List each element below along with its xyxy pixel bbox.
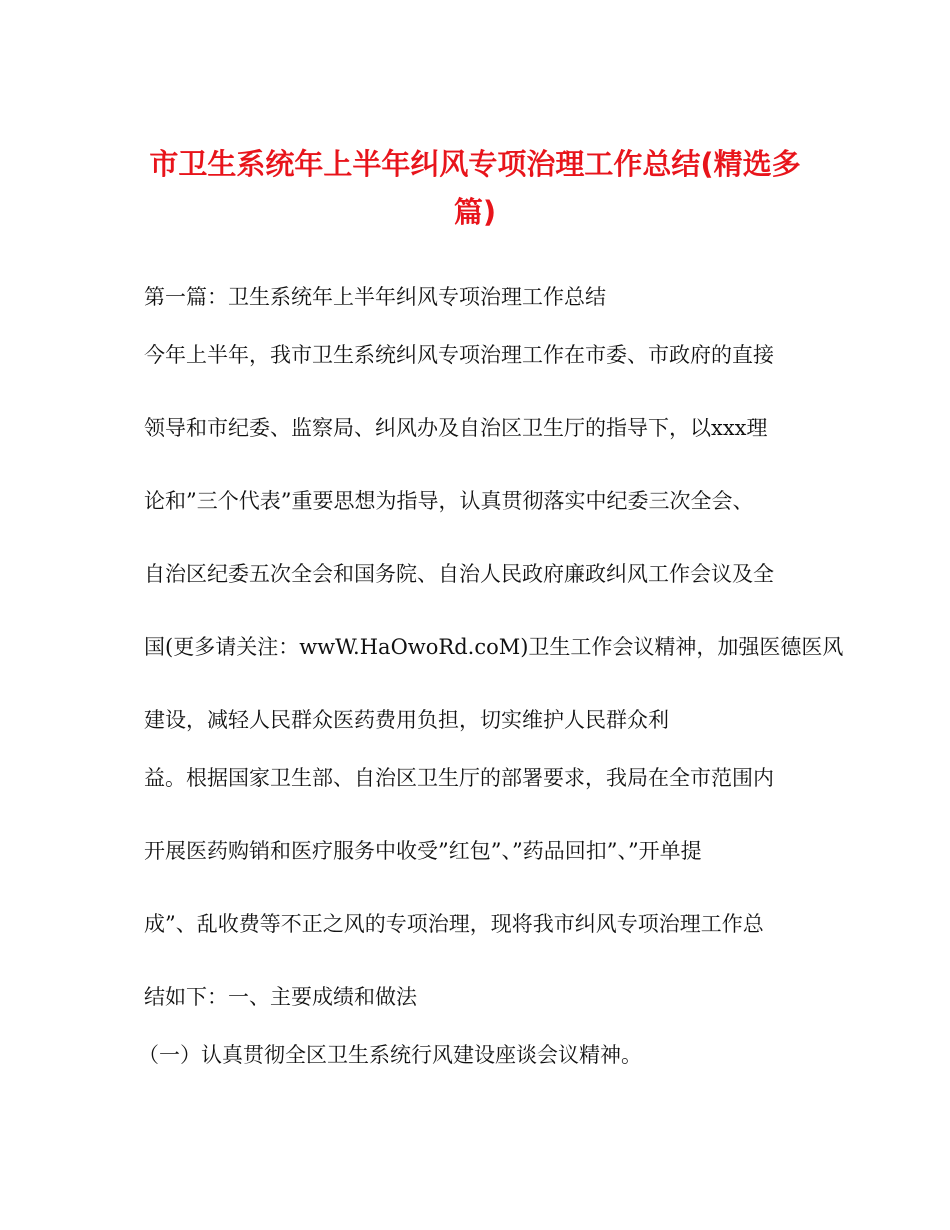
- body-line: 成”、乱收费等不正之风的专项治理，现将我市纠风专项治理工作总: [144, 912, 764, 936]
- document-title: 市卫生系统年上半年纠风专项治理工作总结(精选多篇): [149, 147, 801, 229]
- body-line: 领导和市纪委、监察局、纠风办及自治区卫生厅的指导下，以xxx理: [144, 416, 768, 440]
- body-line: 今年上半年，我市卫生系统纠风专项治理工作在市委、市政府的直接: [144, 343, 774, 367]
- body-line: 建设，减轻人民群众医药费用负担，切实维护人民群众利: [144, 708, 669, 732]
- section-heading: 第一篇：卫生系统年上半年纠风专项治理工作总结: [144, 285, 606, 309]
- body-line: 开展医药购销和医疗服务中收受”红包”、”药品回扣”、”开单提: [144, 839, 702, 863]
- body-line: 国(更多请关注：wwW.HaOwoRd.coM)卫生工作会议精神，加强医德医风: [144, 635, 844, 659]
- body-line: 自治区纪委五次全会和国务院、自治人民政府廉政纠风工作会议及全: [144, 562, 774, 586]
- body-line: 益。根据国家卫生部、自治区卫生厅的部署要求，我局在全市范围内: [144, 766, 774, 790]
- body-line: 结如下：一、主要成绩和做法: [144, 985, 417, 1009]
- body-line: 论和”三个代表”重要思想为指导，认真贯彻落实中纪委三次全会、: [144, 489, 754, 513]
- subsection-heading: （一）认真贯彻全区卫生系统行风建设座谈会议精神。: [138, 1043, 642, 1067]
